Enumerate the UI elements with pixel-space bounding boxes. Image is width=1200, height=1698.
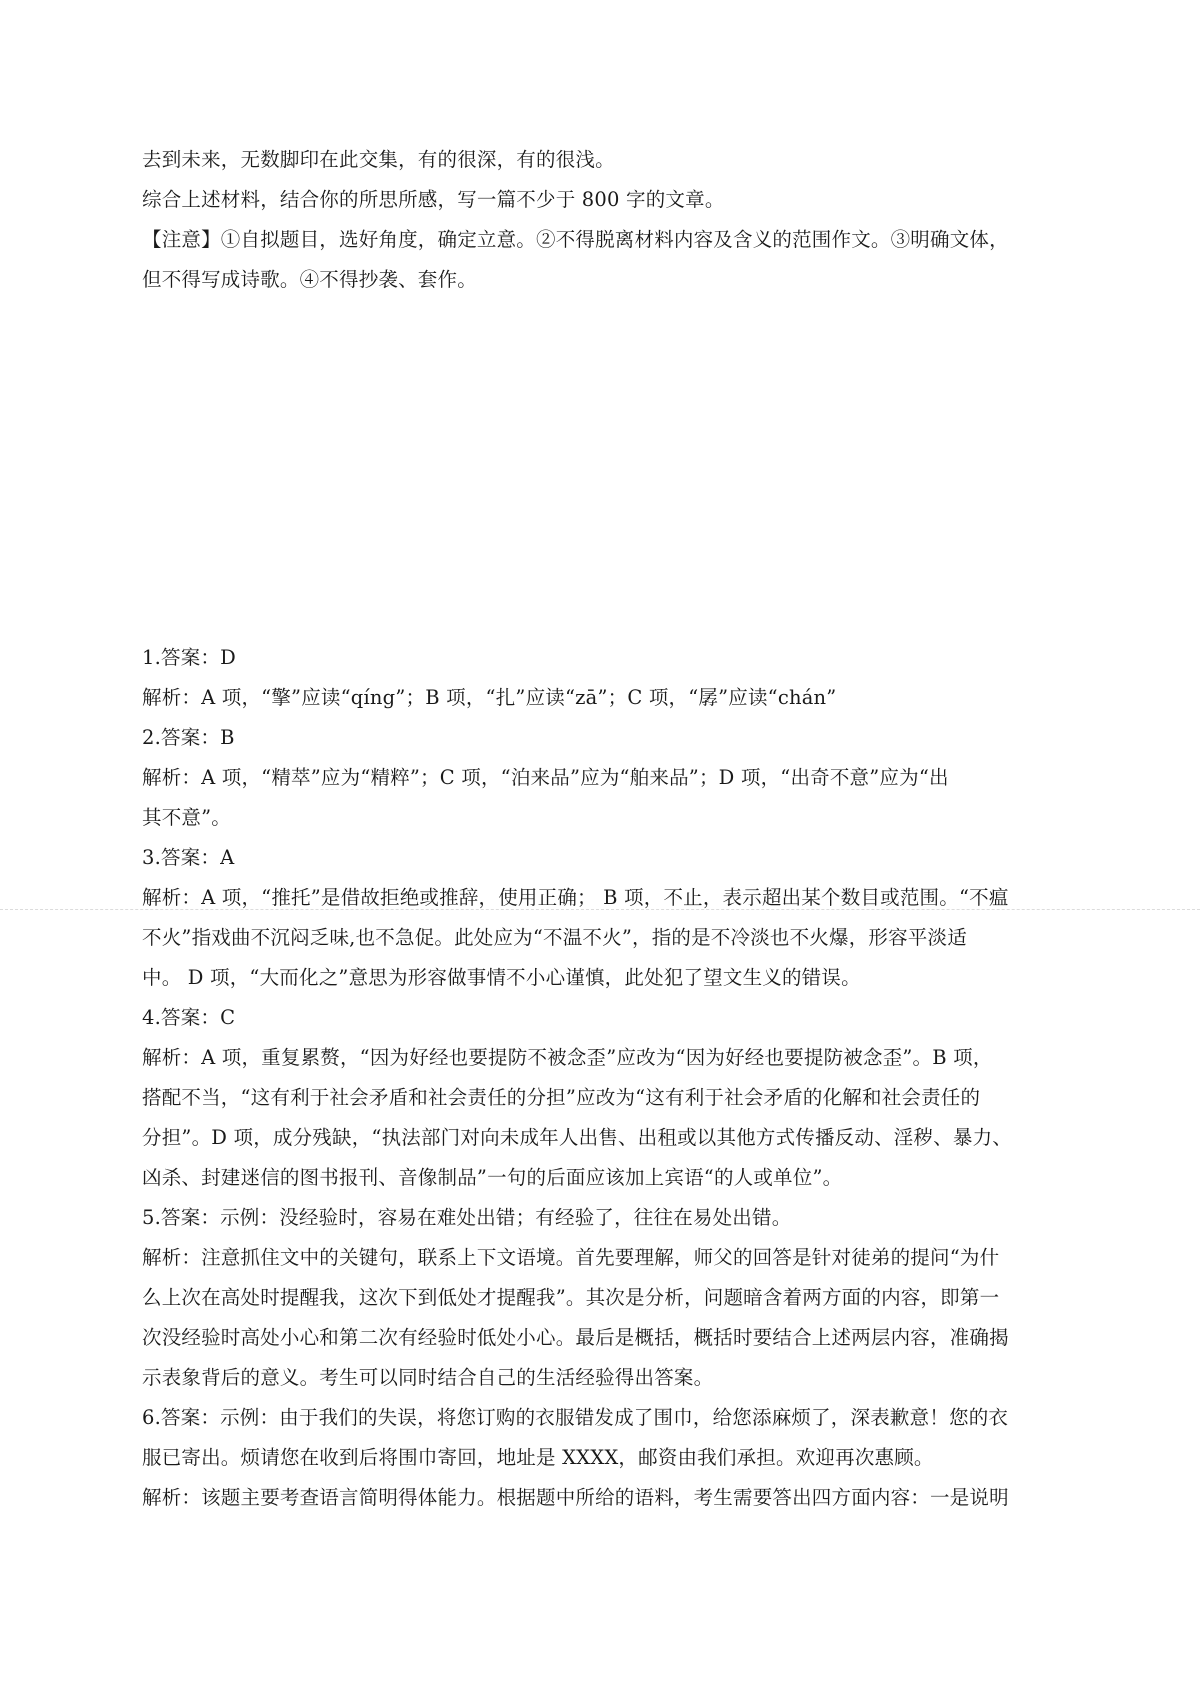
answer-6-analysis-line-1: 解析：该题主要考查语言简明得体能力。根据题中所给的语料，考生需要答出四方面内容：一是说明 [142,1486,1009,1509]
answer-5-analysis-line-1: 解析：注意抓住文中的关键句，联系上下文语境。首先要理解，师父的回答是针对徒弟的提问“为什 [142,1246,1000,1269]
answer-3-analysis-line-1: 解析：A 项，“推托”是借故拒绝或推辞，使用正确； B 项，不止，表示超出某个数目或范围。“不瘟 [142,886,1009,909]
answer-2-analysis-line-1: 解析：A 项，“精萃”应为“精粹”；C 项，“泊来品”应为“舶来品”；D 项，“出奇不意”应为“出 [142,766,949,789]
answer-5-analysis-line-4: 示表象背后的意义。考生可以同时结合自己的生活经验得出答案。 [142,1366,714,1389]
answer-4-analysis-line-2: 搭配不当，“这有利于社会矛盾和社会责任的分担”应改为“这有利于社会矛盾的化解和社会责任的 [142,1086,981,1109]
answer-2-analysis-line-2: 其不意”。 [142,806,231,829]
answer-4-heading: 4.答案：C [142,1006,236,1029]
prompt-notice-line-2: 但不得写成诗歌。④不得抄袭、套作。 [142,268,477,291]
answer-6-heading-line-2: 服已寄出。烦请您在收到后将围巾寄回，地址是 XXXX，邮资由我们承担。欢迎再次惠顾。 [142,1446,934,1469]
prompt-line-1: 去到未来，无数脚印在此交集，有的很深，有的很浅。 [142,148,615,171]
answer-4-analysis-line-1: 解析：A 项，重复累赘，“因为好经也要提防不被念歪”应改为“因为好经也要提防被念歪”。B 项， [142,1046,993,1069]
answer-5-heading: 5.答案：示例：没经验时，容易在难处出错；有经验了，往往在易处出错。 [142,1206,792,1229]
prompt-line-2: 综合上述材料，结合你的所思所感，写一篇不少于 800 字的文章。 [142,188,725,211]
answer-3-analysis-line-2: 不火”指戏曲不沉闷乏味,也不急促。此处应为“不温不火”，指的是不冷淡也不火爆，形容平淡适 [142,926,967,949]
answer-4-analysis-line-3: 分担”。D 项，成分残缺，“执法部门对向未成年人出售、出租或以其他方式传播反动、淫秽、暴力、 [142,1126,1012,1149]
answer-1-heading: 1.答案：D [142,646,236,669]
answer-2-heading: 2.答案：B [142,726,235,749]
answer-1-analysis: 解析：A 项，“擎”应读“qíng”；B 项，“扎”应读“zā”；C 项，“孱”应读“chán” [142,686,837,709]
answer-3-heading: 3.答案：A [142,846,235,869]
answer-5-analysis-line-2: 么上次在高处时提醒我，这次下到低处才提醒我”。其次是分析，问题暗含着两方面的内容，即第一 [142,1286,1000,1309]
answer-4-analysis-line-4: 凶杀、封建迷信的图书报刊、音像制品”一句的后面应该加上宾语“的人或单位”。 [142,1166,843,1189]
answer-3-analysis-line-3: 中。 D 项，“大而化之”意思为形容做事情不小心谨慎，此处犯了望文生义的错误。 [142,966,861,989]
prompt-notice-line-1: 【注意】①自拟题目，选好角度，确定立意。②不得脱离材料内容及含义的范围作文。③明确文体， [142,228,1009,251]
answer-6-heading-line-1: 6.答案：示例：由于我们的失误，将您订购的衣服错发成了围巾，给您添麻烦了，深表歉意！您的衣 [142,1406,1009,1429]
answer-5-analysis-line-3: 次没经验时高处小心和第二次有经验时低处小心。最后是概括，概括时要结合上述两层内容，准确揭 [142,1326,1009,1349]
